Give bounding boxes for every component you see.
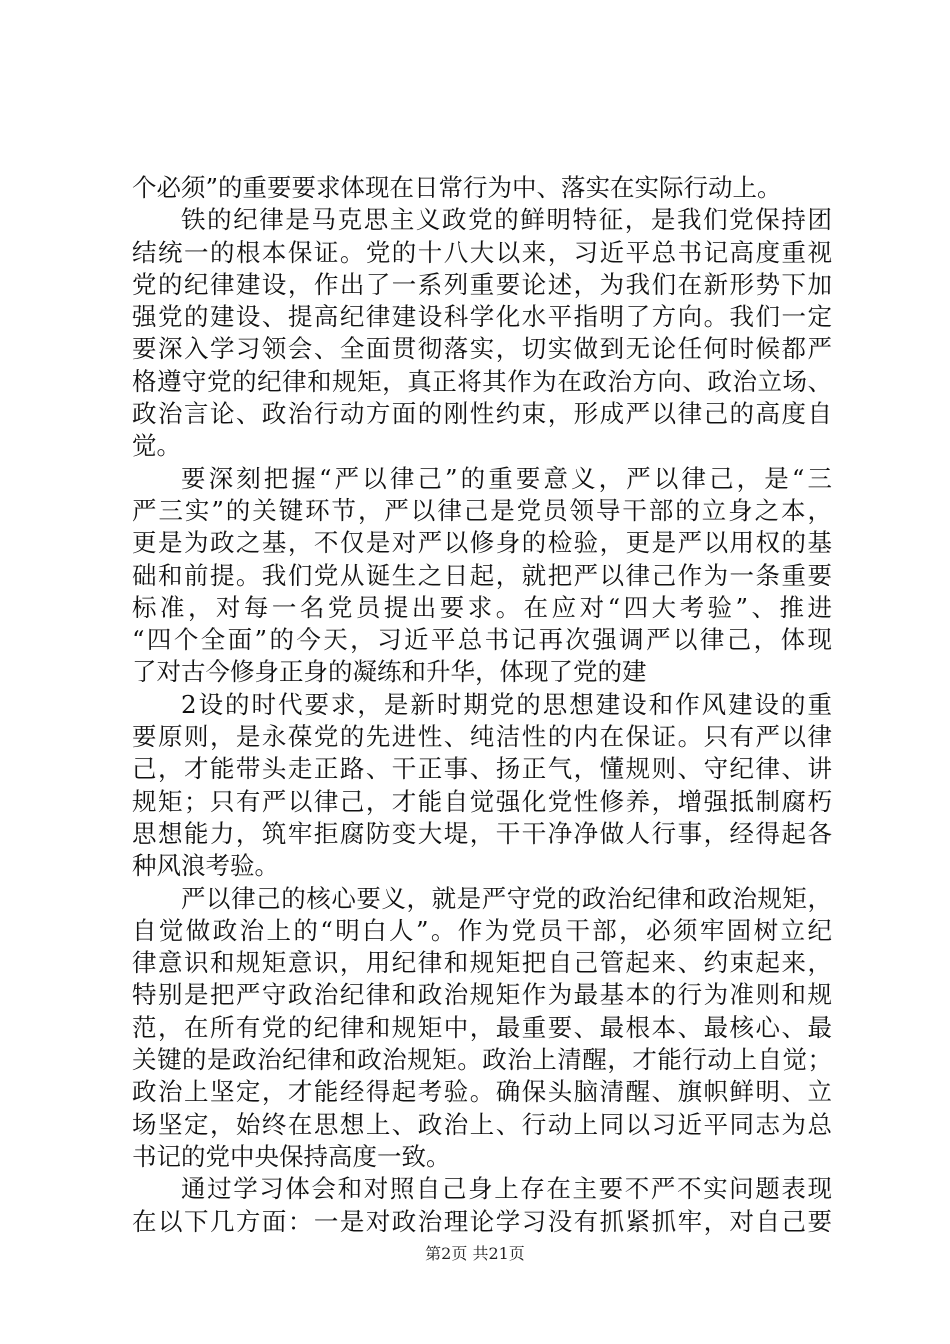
page-footer: 第2页 共21页 bbox=[425, 1244, 525, 1263]
text-line: 更是为政之基，不仅是对严以修身的检验，更是严以用权的基 bbox=[132, 528, 832, 558]
text-line: “四个全面”的今天，习近平总书记再次强调严以律己，体现 bbox=[132, 625, 832, 655]
text-line: 要原则，是永葆党的先进性、纯洁性的内在保证。只有严以律 bbox=[132, 722, 832, 752]
text-line: 了对古今修身正身的凝练和升华，体现了党的建 bbox=[132, 657, 647, 687]
text-line: 场坚定，始终在思想上、政治上、行动上同以习近平同志为总 bbox=[132, 1109, 832, 1139]
text-line: 律意识和规矩意识，用纪律和规矩把自己管起来、约束起来， bbox=[132, 948, 832, 978]
text-line: 严三实”的关键环节，严以律己是党员领导干部的立身之本， bbox=[132, 495, 832, 525]
text-line: 强党的建设、提高纪律建设科学化水平指明了方向。我们一定 bbox=[132, 302, 832, 332]
text-line: 己，才能带头走正路、干正事、扬正气，懂规则、守纪律、讲 bbox=[132, 754, 832, 784]
document-body bbox=[132, 172, 832, 1238]
text-line: 政治言论、政治行动方面的刚性约束，形成严以律己的高度自 bbox=[132, 399, 832, 429]
text-line: 格遵守党的纪律和规矩，真正将其作为在政治方向、政治立场、 bbox=[132, 366, 832, 396]
text-line: 2设的时代要求，是新时期党的思想建设和作风建设的重 bbox=[181, 689, 832, 719]
text-line: 觉。 bbox=[132, 431, 181, 461]
text-line: 书记的党中央保持高度一致。 bbox=[132, 1141, 451, 1171]
text-line: 规矩；只有严以律己，才能自觉强化党性修养，增强抵制腐朽 bbox=[132, 786, 832, 816]
text-line: 关键的是政治纪律和政治规矩。政治上清醒，才能行动上自觉； bbox=[132, 1045, 832, 1075]
text-line: 党的纪律建设，作出了一系列重要论述，为我们在新形势下加 bbox=[132, 269, 832, 299]
text-line: 政治上坚定，才能经得起考验。确保头脑清醒、旗帜鲜明、立 bbox=[132, 1077, 832, 1107]
text-line: 严以律己的核心要义，就是严守党的政治纪律和政治规矩， bbox=[181, 883, 832, 913]
text-line: 础和前提。我们党从诞生之日起，就把严以律己作为一条重要 bbox=[132, 560, 832, 590]
text-line: 通过学习体会和对照自己身上存在主要不严不实问题表现 bbox=[181, 1174, 832, 1204]
text-line: 种风浪考验。 bbox=[132, 851, 279, 881]
text-line: 要深刻把握“严以律己”的重要意义，严以律己，是“三 bbox=[181, 463, 832, 493]
text-line: 铁的纪律是马克思主义政党的鲜明特征，是我们党保持团 bbox=[181, 205, 832, 235]
text-line: 自觉做政治上的“明白人”。作为党员干部，必须牢固树立纪 bbox=[132, 915, 832, 945]
text-line: 要深入学习领会、全面贯彻落实，切实做到无论任何时候都严 bbox=[132, 334, 832, 364]
text-line: 结统一的根本保证。党的十八大以来，习近平总书记高度重视 bbox=[132, 237, 832, 267]
text-line: 个必须”的重要要求体现在日常行为中、落实在实际行动上。 bbox=[132, 173, 782, 202]
text-line: 思想能力，筑牢拒腐防变大堤，干干净净做人行事，经得起各 bbox=[132, 818, 832, 848]
text-line: 标准，对每一名党员提出要求。在应对“四大考验”、推进 bbox=[132, 592, 832, 622]
text-line: 特别是把严守政治纪律和政治规矩作为最基本的行为准则和规 bbox=[132, 980, 832, 1010]
text-line: 在以下几方面：一是对政治理论学习没有抓紧抓牢，对自己要 bbox=[132, 1206, 832, 1236]
text-line: 范，在所有党的纪律和规矩中，最重要、最根本、最核心、最 bbox=[132, 1012, 832, 1042]
